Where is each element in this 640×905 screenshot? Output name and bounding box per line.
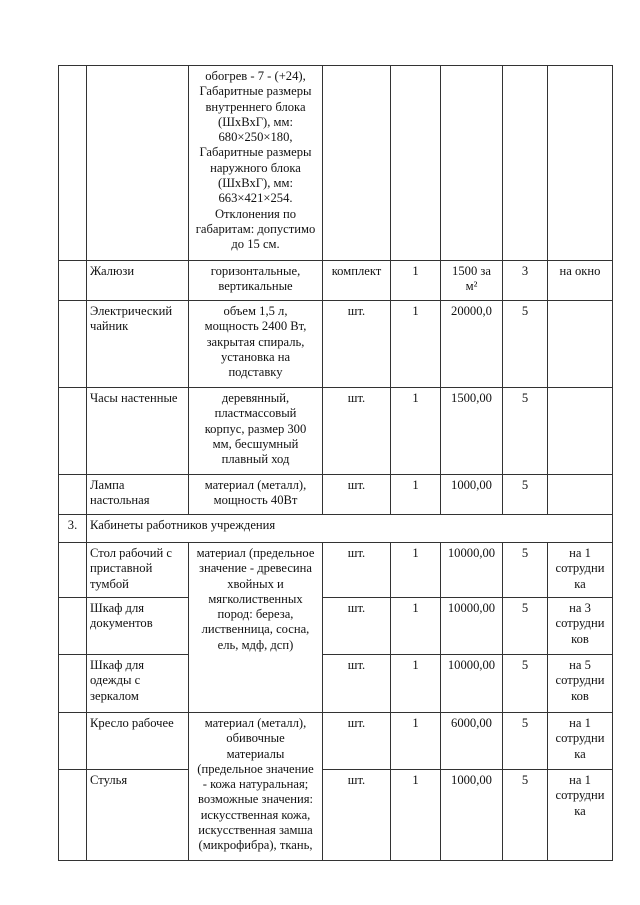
cell-text-line: Лампа	[90, 478, 125, 492]
characteristics-cell	[189, 66, 323, 261]
cell-text-line: - кожа натуральная;	[202, 777, 309, 792]
unit-cell	[323, 66, 391, 261]
cell-text-line: ков	[571, 688, 589, 703]
cell-text-line: обивочные	[226, 731, 285, 746]
norm-cell	[548, 475, 613, 515]
cell-text-line: Кресло рабочее	[90, 716, 174, 730]
item-name-cell	[87, 713, 189, 770]
cell-text-line: на 1	[569, 546, 591, 560]
quantity-cell: 1	[391, 475, 441, 515]
cell-text-line: на 5	[569, 658, 591, 672]
cell-text-line: корпус, размер 300	[204, 421, 307, 436]
cell-text-line: мягколиственных	[208, 591, 303, 606]
cell-text-line: Стулья	[90, 773, 128, 787]
characteristics-cell	[189, 475, 323, 515]
section-row	[59, 515, 613, 543]
item-name-cell	[87, 655, 189, 713]
row-number-cell	[59, 66, 87, 261]
unit-cell: шт.	[323, 770, 391, 861]
table-row	[59, 388, 613, 475]
price-cell: 6000,00	[441, 713, 503, 770]
price-cell	[441, 301, 503, 388]
unit-cell: шт.	[323, 543, 391, 598]
cell-text-line: ка	[574, 803, 586, 818]
cell-text-line: деревянный,	[221, 391, 290, 405]
service-life-cell: 5	[503, 543, 548, 598]
table-row	[59, 301, 613, 388]
section-number: 3.	[59, 515, 87, 543]
service-life-cell: 5	[503, 388, 548, 475]
cell-text-line: сотрудни	[555, 788, 605, 803]
cell-text-line: Шкаф для	[90, 601, 145, 615]
cell-text-line: Габаритные размеры	[199, 84, 312, 99]
price-cell	[441, 388, 503, 475]
cell-text-line: материал (предельное	[196, 546, 315, 560]
cell-text-line: значение - древесина	[198, 561, 312, 576]
quantity-cell: 1	[391, 301, 441, 388]
unit-cell: комплект	[323, 261, 391, 301]
price-line: 1500 за	[452, 264, 491, 278]
cell-text-line: хвойных и	[227, 576, 284, 591]
cell-text-line: чайник	[90, 319, 129, 334]
price-cell: 10000,00	[441, 655, 503, 713]
cell-text-line: подставку	[228, 365, 283, 380]
cell-text-line: на окно	[559, 264, 601, 278]
norm-cell	[548, 655, 613, 713]
cell-text-line: внутреннего блока	[205, 99, 306, 114]
equipment-table	[58, 65, 613, 861]
table-row	[59, 655, 613, 713]
cell-text-line: сотрудни	[555, 561, 605, 576]
cell-text-line: 680×250×180,	[218, 130, 293, 145]
cell-text-line: лиственница, сосна,	[201, 622, 310, 637]
quantity-cell: 1	[391, 655, 441, 713]
service-life-cell: 5	[503, 655, 548, 713]
cell-text-line: материал (металл),	[204, 716, 307, 730]
cell-text-line: вертикальные	[218, 279, 293, 294]
cell-text-line: Электрический	[90, 304, 173, 318]
service-life-cell: 5	[503, 475, 548, 515]
item-name-cell	[87, 66, 189, 261]
cell-text-line: ков	[571, 631, 589, 646]
row-number-cell	[59, 770, 87, 861]
norm-cell	[548, 301, 613, 388]
row-number-cell	[59, 655, 87, 713]
row-number-cell	[59, 301, 87, 388]
cell-text-line: материалы	[226, 746, 285, 761]
row-number-cell	[59, 713, 87, 770]
cell-text-line: искусственная кожа,	[200, 807, 311, 822]
service-life-cell	[503, 66, 548, 261]
quantity-cell: 1	[391, 713, 441, 770]
cell-text-line: на 3	[569, 601, 591, 615]
quantity-cell: 1	[391, 770, 441, 861]
table-row	[59, 543, 613, 598]
quantity-cell: 1	[391, 388, 441, 475]
table-row	[59, 475, 613, 515]
price-cell: 10000,00	[441, 598, 503, 655]
cell-text-line: мощность 40Вт	[213, 493, 298, 508]
cell-text-line: на 1	[569, 773, 591, 787]
table-row	[59, 713, 613, 770]
cell-text-line: (ШхВхГ), мм:	[218, 176, 293, 191]
cell-text-line: 663×421×254.	[218, 191, 293, 206]
cell-text-line: обогрев - 7 - (+24),	[205, 69, 306, 83]
cell-text-line: тумбой	[90, 576, 129, 591]
cell-text-line: приставной	[90, 561, 153, 576]
item-name-cell	[87, 598, 189, 655]
unit-cell: шт.	[323, 598, 391, 655]
price-cell: 1000,00	[441, 770, 503, 861]
cell-text-line: (ШхВхГ), мм:	[218, 114, 293, 129]
cell-text-line: (микрофибра), ткань,	[198, 838, 313, 853]
unit-cell: шт.	[323, 655, 391, 713]
cell-text-line: сотрудни	[555, 731, 605, 746]
row-number-cell	[59, 598, 87, 655]
price-cell	[441, 475, 503, 515]
cell-text-line: Шкаф для	[90, 658, 145, 672]
cell-text-line: габаритам: допустимо	[195, 221, 316, 236]
cell-text-line: материал (металл),	[204, 478, 307, 492]
cell-text-line: одежды с	[90, 673, 141, 688]
characteristics-cell	[189, 388, 323, 475]
cell-text-line: ель, мдф, дсп)	[217, 637, 294, 652]
cell-text-line: Часы настенные	[90, 391, 178, 405]
price-cell	[441, 66, 503, 261]
cell-text-line: мм, бесшумный	[212, 436, 299, 451]
quantity-cell: 1	[391, 543, 441, 598]
service-life-cell: 5	[503, 301, 548, 388]
characteristics-cell	[189, 713, 323, 861]
quantity-cell	[391, 66, 441, 261]
row-number-cell	[59, 475, 87, 515]
cell-text-line: 1000,00	[451, 478, 492, 492]
item-name-cell	[87, 770, 189, 861]
unit-cell: шт.	[323, 388, 391, 475]
norm-cell	[548, 598, 613, 655]
cell-text-line: Отклонения по	[214, 206, 297, 221]
cell-text-line: до 15 см.	[231, 237, 280, 252]
cell-text-line: объем 1,5 л,	[223, 304, 288, 318]
table-row	[59, 770, 613, 861]
section-title: Кабинеты работников учреждения	[87, 515, 613, 543]
price-cell	[441, 261, 503, 301]
norm-cell	[548, 388, 613, 475]
item-name-cell	[87, 543, 189, 598]
quantity-cell: 1	[391, 598, 441, 655]
item-name-cell	[87, 388, 189, 475]
service-life-cell: 5	[503, 713, 548, 770]
cell-text-line: зеркалом	[90, 688, 139, 703]
cell-text-line: горизонтальные,	[210, 264, 301, 278]
cell-text-line: на 1	[569, 716, 591, 730]
norm-cell	[548, 261, 613, 301]
price-unit-line: м²	[465, 279, 478, 294]
norm-cell	[548, 770, 613, 861]
cell-text-line: наружного блока	[210, 160, 301, 175]
cell-text-line: возможные значения:	[197, 792, 314, 807]
cell-text-line: ка	[574, 746, 586, 761]
quantity-cell: 1	[391, 261, 441, 301]
item-name-cell	[87, 261, 189, 301]
table-row	[59, 261, 613, 301]
norm-cell	[548, 713, 613, 770]
cell-text-line: 1500,00	[451, 391, 492, 405]
cell-text-line: пластмассовый	[214, 406, 297, 421]
cell-text-line: ка	[574, 576, 586, 591]
service-life-cell: 5	[503, 770, 548, 861]
table-row	[59, 66, 613, 261]
cell-text-line: закрытая спираль,	[206, 334, 305, 349]
unit-cell: шт.	[323, 301, 391, 388]
cell-text-line: Стол рабочий с	[90, 546, 172, 560]
row-number-cell	[59, 543, 87, 598]
norm-cell	[548, 66, 613, 261]
cell-text-line: мощность 2400 Вт,	[204, 319, 307, 334]
cell-text-line: 20000,0	[451, 304, 492, 318]
table-row	[59, 598, 613, 655]
characteristics-cell	[189, 301, 323, 388]
cell-text-line: документов	[90, 616, 153, 631]
service-life-cell: 5	[503, 598, 548, 655]
row-number-cell	[59, 261, 87, 301]
cell-text-line: (предельное значение	[197, 761, 314, 776]
characteristics-cell	[189, 261, 323, 301]
cell-text-line: сотрудни	[555, 673, 605, 688]
item-name-cell	[87, 475, 189, 515]
price-cell: 10000,00	[441, 543, 503, 598]
cell-text-line: сотрудни	[555, 616, 605, 631]
cell-text-line: Жалюзи	[90, 264, 135, 278]
item-name-cell	[87, 301, 189, 388]
cell-text-line: настольная	[90, 493, 150, 508]
cell-text-line: плавный ход	[221, 452, 290, 467]
cell-text-line: искусственная замша	[198, 823, 313, 838]
service-life-cell: 3	[503, 261, 548, 301]
cell-text-line: Габаритные размеры	[199, 145, 312, 160]
cell-text-line: установка на	[220, 349, 291, 364]
characteristics-cell	[189, 543, 323, 713]
row-number-cell	[59, 388, 87, 475]
unit-cell: шт.	[323, 713, 391, 770]
cell-text-line: пород: береза,	[217, 607, 294, 622]
norm-cell	[548, 543, 613, 598]
unit-cell: шт.	[323, 475, 391, 515]
